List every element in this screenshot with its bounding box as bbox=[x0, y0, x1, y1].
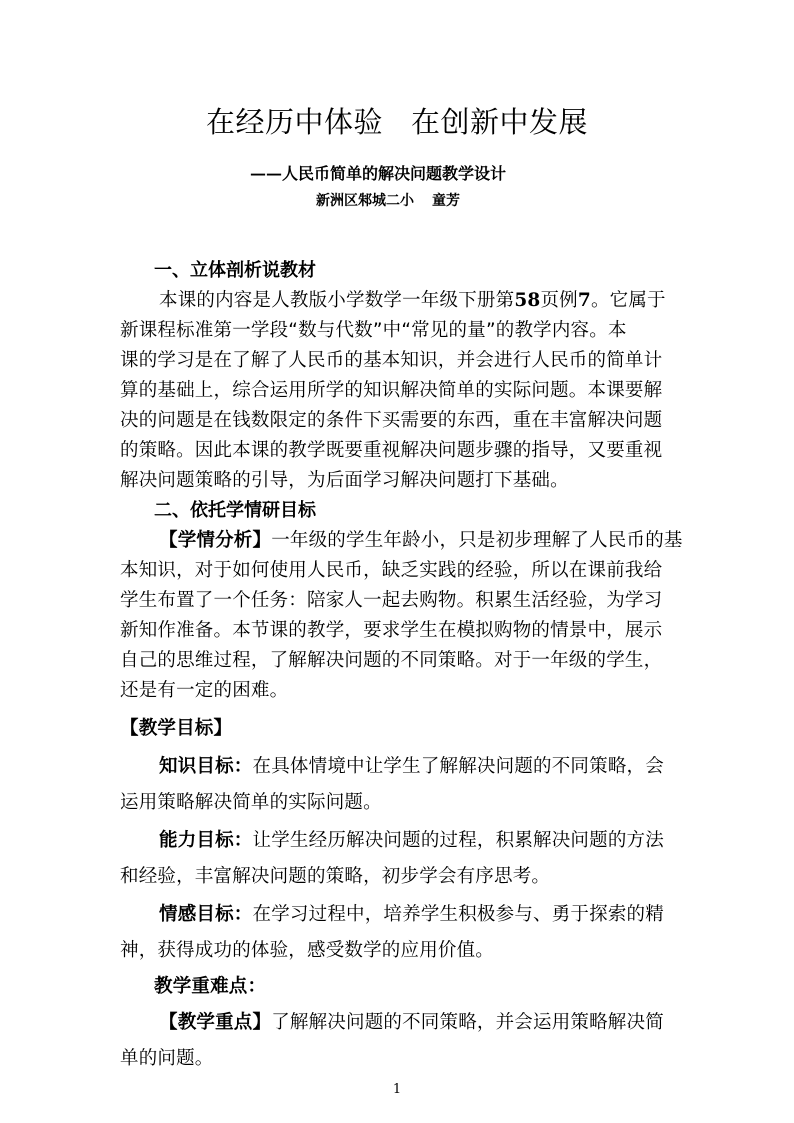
section2-line-3: 学生布置了一个任务：陪家人一起去购物。积累生活经验，为学习 bbox=[120, 590, 663, 611]
text-run: 。它属于 bbox=[590, 290, 666, 311]
key-points-label: 教学重难点： bbox=[154, 976, 267, 997]
example-number: 7 bbox=[577, 290, 591, 311]
subtitle: ——人民币简单的解决问题教学设计 bbox=[250, 164, 507, 183]
author-school: 新洲区邾城二小 bbox=[316, 193, 414, 209]
page-number: 1 bbox=[392, 1082, 402, 1097]
emotion-goal-label: 情感目标： bbox=[159, 904, 253, 925]
title-part-1: 在经历中体验 bbox=[205, 105, 383, 139]
focus-line-2: 单的问题。 bbox=[120, 1048, 214, 1069]
focus-line-1 bbox=[159, 1008, 664, 1034]
text-run: 本课的内容是人教版小学数学一年级下册第 bbox=[159, 290, 515, 311]
text-run: 让学生经历解决问题的过程，积累解决问题的方法 bbox=[252, 830, 664, 851]
knowledge-goal-line-1 bbox=[159, 752, 664, 778]
text-run: 一年级的学生年龄小，只是初步理解了人民币的基 bbox=[271, 530, 683, 551]
knowledge-goal-line-2: 运用策略解决简单的实际问题。 bbox=[120, 792, 382, 813]
section1-line-6: 的策略。因此本课的教学既要重视解决问题步骤的指导，又要重视 bbox=[120, 440, 663, 461]
section1-line-1 bbox=[159, 286, 666, 312]
emotion-goal-line-1 bbox=[159, 900, 664, 926]
emotion-goal-line-2: 神，获得成功的体验，感受数学的应用价值。 bbox=[120, 940, 495, 961]
goals-label: 【教学目标】 bbox=[120, 718, 233, 739]
author-line bbox=[316, 190, 460, 210]
section1-line-4: 算的基础上，综合运用所学的知识解决简单的实际问题。本课要解 bbox=[120, 380, 663, 401]
ability-goal-line-1 bbox=[159, 826, 664, 852]
section2-line-5: 自己的思维过程，了解解决问题的不同策略。对于一年级的学生， bbox=[120, 650, 663, 671]
ability-goal-label: 能力目标： bbox=[159, 830, 253, 851]
section2-line-6: 还是有一定的困难。 bbox=[120, 680, 289, 701]
section1-line-5: 决的问题是在钱数限定的条件下买需要的东西，重在丰富解决问题 bbox=[120, 410, 663, 431]
author-name: 童芳 bbox=[432, 193, 460, 209]
page-ref-number: 58 bbox=[514, 290, 541, 311]
knowledge-goal-label: 知识目标： bbox=[159, 756, 253, 777]
title-part-2: 在创新中发展 bbox=[411, 105, 589, 139]
section2-line-1 bbox=[159, 526, 683, 552]
section1-heading: 一、立体剖析说教材 bbox=[154, 260, 316, 281]
section2-line-2: 本知识，对于如何使用人民币，缺乏实践的经验，所以在课前我给 bbox=[120, 560, 663, 581]
text-run: 在学习过程中，培养学生积极参与、勇于探索的精 bbox=[252, 904, 664, 925]
text-run: 在具体情境中让学生了解解决问题的不同策略，会 bbox=[252, 756, 664, 777]
section2-line-4: 新知作准备。本节课的教学，要求学生在模拟购物的情景中，展示 bbox=[120, 620, 663, 641]
ability-goal-line-2: 和经验，丰富解决问题的策略，初步学会有序思考。 bbox=[120, 866, 551, 887]
section1-line-2: 新课程标准第一学段“数与代数”中“常见的量”的教学内容。本 bbox=[120, 320, 627, 341]
page-title bbox=[0, 100, 794, 141]
focus-label: 【教学重点】 bbox=[159, 1012, 272, 1033]
section1-line-3: 课的学习是在了解了人民币的基本知识，并会进行人民币的简单计 bbox=[120, 350, 663, 371]
analysis-label: 【学情分析】 bbox=[159, 530, 272, 551]
section1-line-7: 解决问题策略的引导，为后面学习解决问题打下基础。 bbox=[120, 470, 569, 491]
text-run: 页例 bbox=[540, 290, 578, 311]
section2-heading: 二、依托学情研目标 bbox=[154, 500, 316, 521]
text-run: 了解解决问题的不同策略，并会运用策略解决简 bbox=[271, 1012, 664, 1033]
